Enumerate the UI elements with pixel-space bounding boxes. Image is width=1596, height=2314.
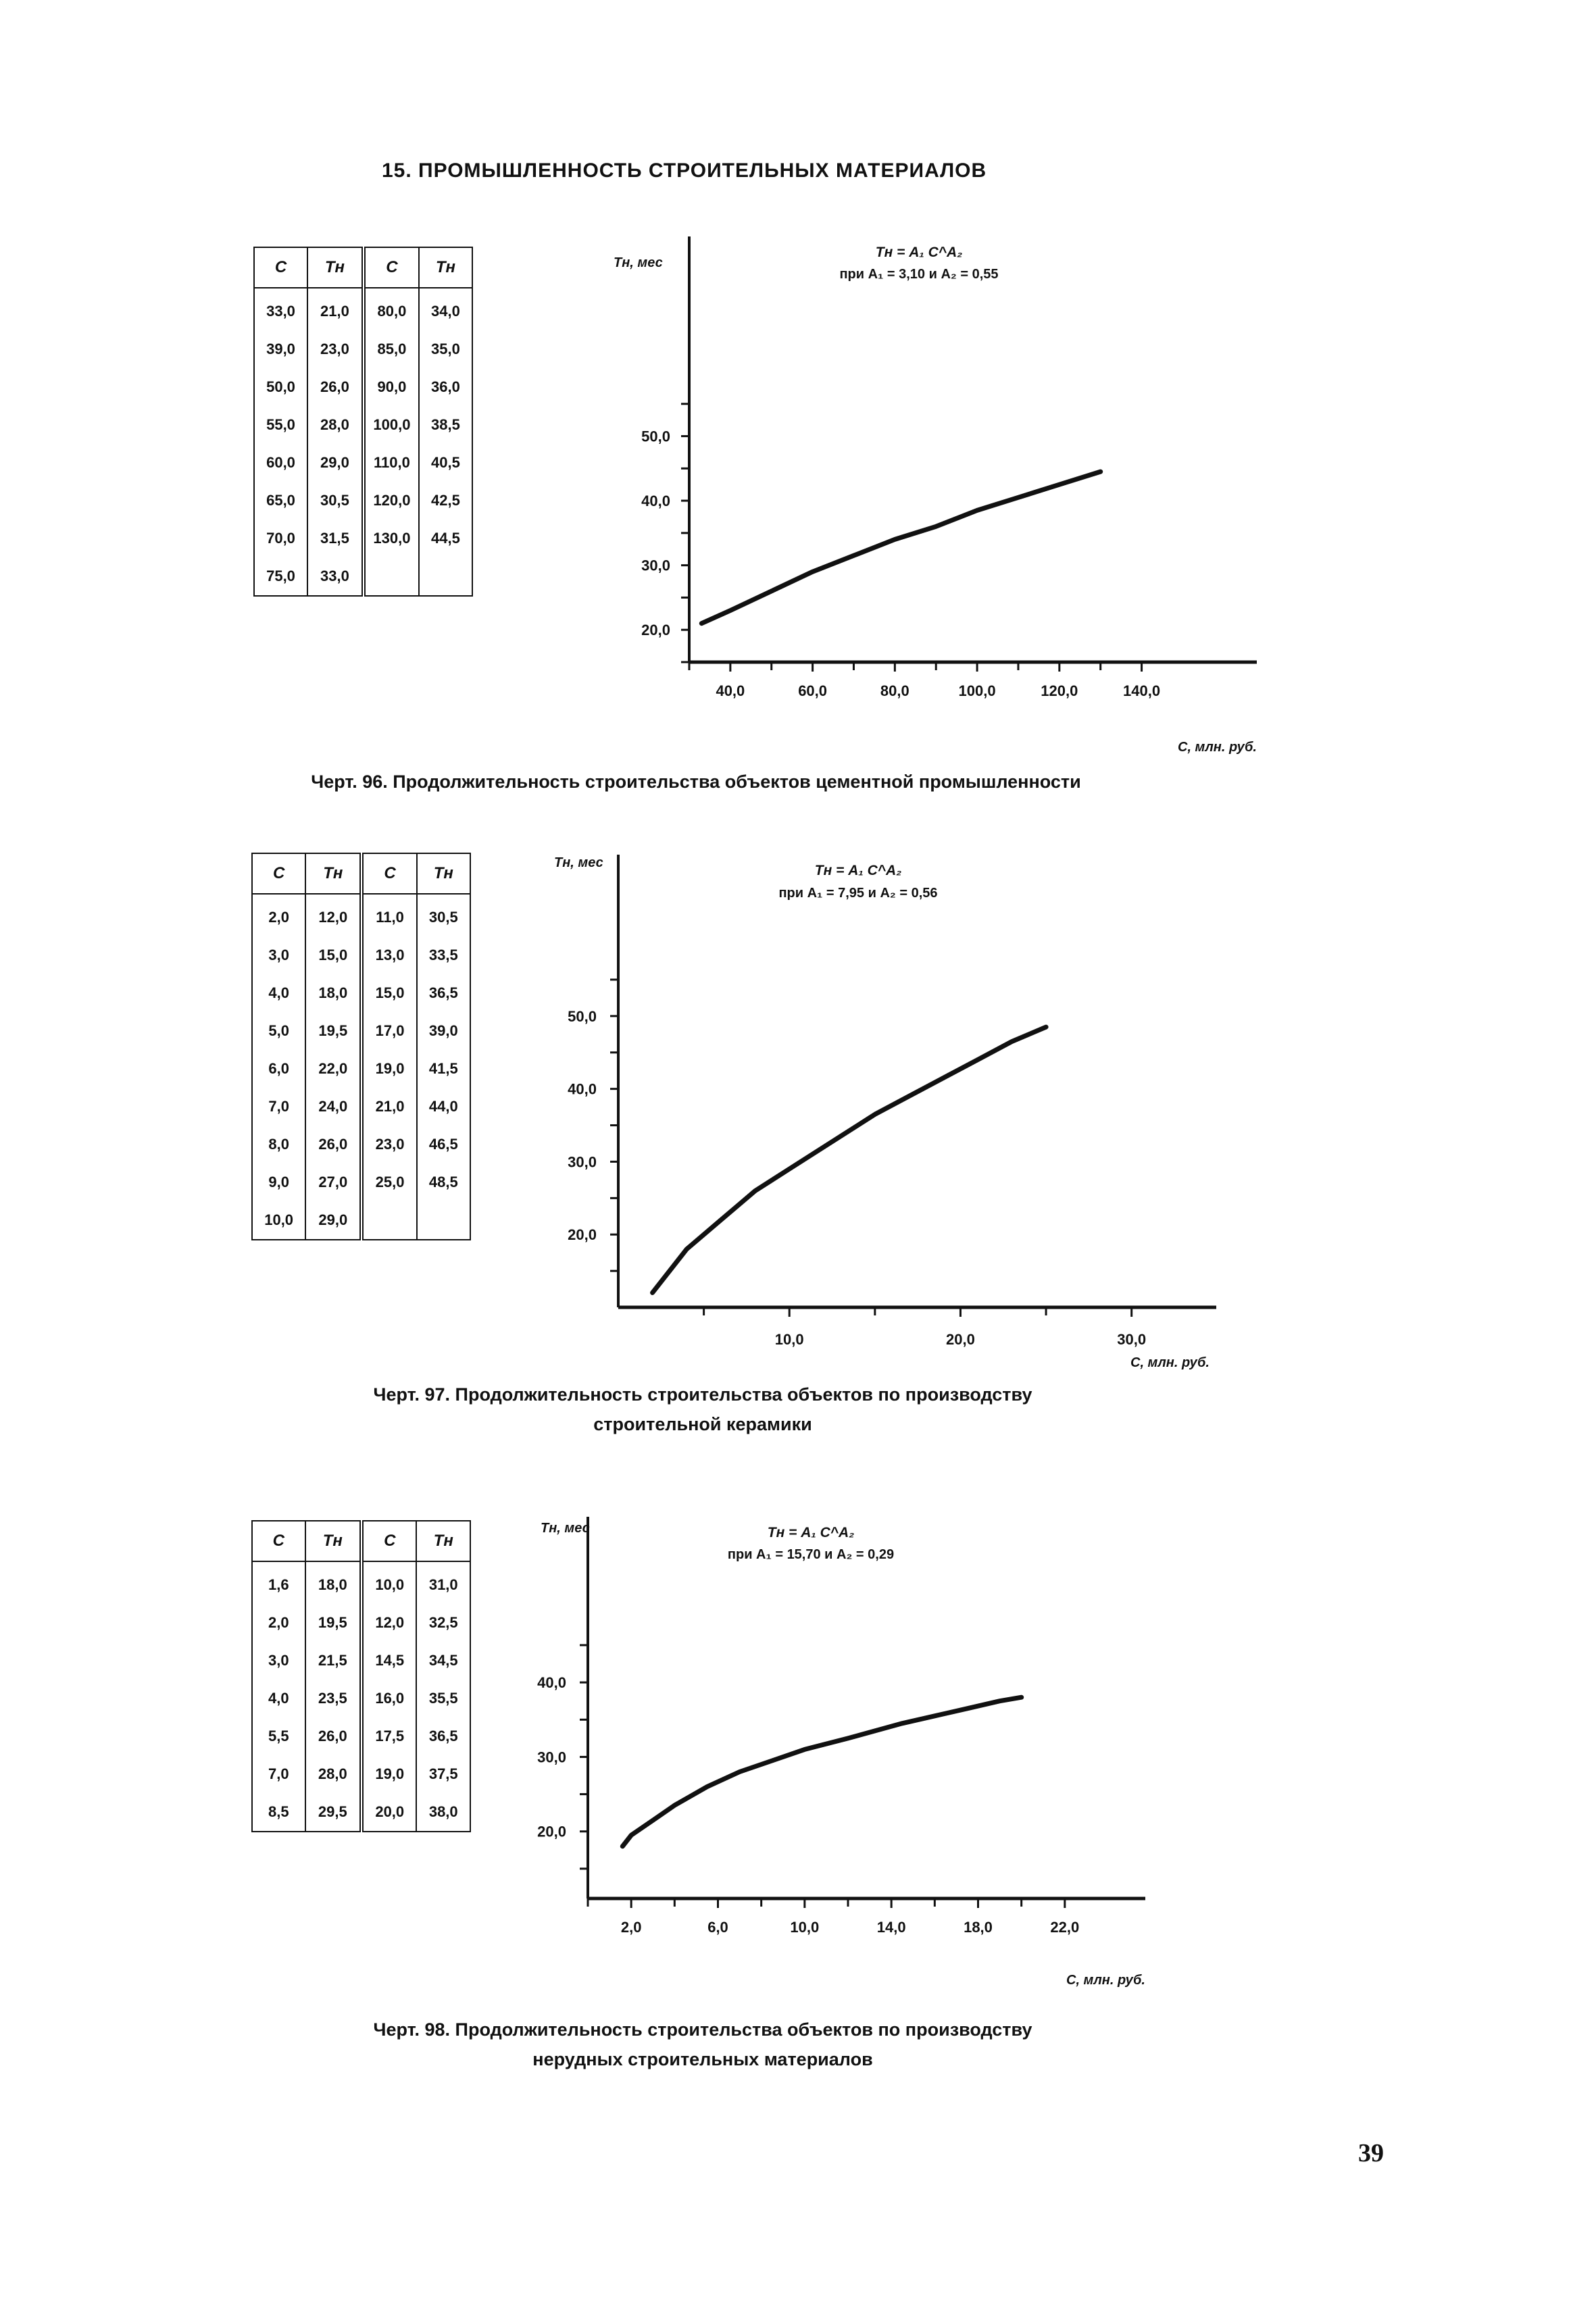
table-cell: 18,0 bbox=[305, 1561, 361, 1604]
table-cell: 26,0 bbox=[307, 368, 364, 406]
table-cell: 29,0 bbox=[307, 444, 364, 482]
table-cell: 19,0 bbox=[361, 1050, 416, 1088]
table-cell: 18,0 bbox=[305, 974, 361, 1012]
data-table-98 bbox=[251, 1520, 471, 1832]
table-cell: 39,0 bbox=[417, 1012, 470, 1050]
table-cell bbox=[361, 1201, 416, 1240]
x-tick-label: 120,0 bbox=[1041, 682, 1078, 699]
y-tick-label: 50,0 bbox=[568, 1007, 597, 1025]
x-tick-label: 60,0 bbox=[798, 682, 828, 699]
chart-97 bbox=[527, 848, 1223, 1375]
table-header-3: Tн bbox=[419, 247, 472, 288]
y-tick-label: 50,0 bbox=[641, 428, 670, 445]
caption-line: нерудных строительных материалов bbox=[532, 2049, 873, 2069]
table-cell: 8,5 bbox=[252, 1793, 305, 1832]
x-axis-label: C, млн. руб. bbox=[1130, 1355, 1210, 1370]
table-cell: 6,0 bbox=[252, 1050, 305, 1088]
table-cell: 3,0 bbox=[252, 1642, 305, 1680]
table-cell: 21,5 bbox=[305, 1642, 361, 1680]
formula-text: Tн = A₁ C^A₂ bbox=[814, 863, 902, 878]
table-cell: 38,5 bbox=[419, 406, 472, 444]
y-tick-label: 40,0 bbox=[568, 1080, 597, 1098]
table-cell: 3,0 bbox=[252, 936, 305, 974]
table-header-1: Tн bbox=[307, 247, 364, 288]
table-row bbox=[252, 1012, 470, 1050]
table-row bbox=[252, 936, 470, 974]
table-cell: 15,0 bbox=[305, 936, 361, 974]
x-tick-label: 6,0 bbox=[707, 1919, 728, 1936]
table-cell: 19,5 bbox=[305, 1012, 361, 1050]
table-header-3: Tн bbox=[416, 1521, 470, 1561]
table-cell: 33,0 bbox=[254, 288, 307, 330]
caption-line: Черт. 97. Продолжительность строительства объектов по производству bbox=[373, 1384, 1032, 1405]
y-tick-label: 30,0 bbox=[641, 557, 670, 574]
table-cell: 35,5 bbox=[416, 1680, 470, 1717]
series-line bbox=[701, 472, 1100, 624]
table-row bbox=[254, 444, 472, 482]
series-line bbox=[622, 1697, 1021, 1846]
y-axis-label: Tн, мес bbox=[554, 855, 603, 870]
table-cell: 23,0 bbox=[361, 1126, 416, 1163]
table-cell: 100,0 bbox=[364, 406, 419, 444]
table-cell: 37,5 bbox=[416, 1755, 470, 1793]
table-header-0: C bbox=[252, 1521, 305, 1561]
table-cell: 29,5 bbox=[305, 1793, 361, 1832]
table-cell: 30,5 bbox=[417, 894, 470, 936]
formula-text: Tн = A₁ C^A₂ bbox=[875, 245, 963, 260]
x-tick-label: 18,0 bbox=[964, 1919, 993, 1936]
table-cell: 2,0 bbox=[252, 894, 305, 936]
table-row bbox=[252, 1604, 470, 1642]
chart-96 bbox=[595, 230, 1270, 763]
table-cell bbox=[364, 557, 419, 596]
table-header-1: Tн bbox=[305, 853, 361, 894]
table-cell: 21,0 bbox=[361, 1088, 416, 1126]
table-cell: 19,0 bbox=[361, 1755, 416, 1793]
table-cell: 9,0 bbox=[252, 1163, 305, 1201]
x-tick-label: 2,0 bbox=[620, 1919, 642, 1936]
table-row bbox=[254, 330, 472, 368]
table-cell: 25,0 bbox=[361, 1163, 416, 1201]
y-axis-label: Tн, мес bbox=[541, 1521, 590, 1536]
table-cell: 7,0 bbox=[252, 1088, 305, 1126]
table-row bbox=[252, 1561, 470, 1604]
x-tick-label: 20,0 bbox=[946, 1331, 975, 1348]
table-cell: 85,0 bbox=[364, 330, 419, 368]
table-header-3: Tн bbox=[417, 853, 470, 894]
table-cell: 75,0 bbox=[254, 557, 307, 596]
table-cell: 38,0 bbox=[416, 1793, 470, 1832]
table-cell: 15,0 bbox=[361, 974, 416, 1012]
table-cell: 8,0 bbox=[252, 1126, 305, 1163]
table-cell: 29,0 bbox=[305, 1201, 361, 1240]
chart-98 bbox=[500, 1510, 1162, 2030]
table-cell: 28,0 bbox=[307, 406, 364, 444]
table-row bbox=[252, 1642, 470, 1680]
table-header-1: Tн bbox=[305, 1521, 361, 1561]
table-cell: 1,6 bbox=[252, 1561, 305, 1604]
params-text: при A₁ = 3,10 и A₂ = 0,55 bbox=[839, 267, 999, 282]
data-table-97 bbox=[251, 853, 471, 1240]
x-tick-label: 80,0 bbox=[880, 682, 909, 699]
table-header-2: C bbox=[364, 247, 419, 288]
table-cell: 27,0 bbox=[305, 1163, 361, 1201]
caption-line: Черт. 96. Продолжительность строительства объектов цементной промышленности bbox=[311, 772, 1081, 792]
caption-97 bbox=[230, 1380, 1176, 1439]
table-cell: 120,0 bbox=[364, 482, 419, 520]
table-cell: 42,5 bbox=[419, 482, 472, 520]
y-tick-label: 40,0 bbox=[537, 1674, 566, 1692]
table-header-0: C bbox=[254, 247, 307, 288]
table-cell: 26,0 bbox=[305, 1717, 361, 1755]
params-text: при A₁ = 7,95 и A₂ = 0,56 bbox=[778, 886, 938, 901]
data-table-96 bbox=[253, 247, 473, 597]
table-cell: 13,0 bbox=[361, 936, 416, 974]
table-cell: 22,0 bbox=[305, 1050, 361, 1088]
table-cell: 40,5 bbox=[419, 444, 472, 482]
table-cell: 4,0 bbox=[252, 1680, 305, 1717]
section-title: 15. ПРОМЫШЛЕННОСТЬ СТРОИТЕЛЬНЫХ МАТЕРИАЛОВ bbox=[382, 159, 987, 182]
table-cell: 31,5 bbox=[307, 520, 364, 557]
table-cell: 60,0 bbox=[254, 444, 307, 482]
table-row bbox=[252, 1680, 470, 1717]
x-tick-label: 100,0 bbox=[958, 682, 996, 699]
table-row bbox=[254, 520, 472, 557]
table-cell: 80,0 bbox=[364, 288, 419, 330]
table-row bbox=[252, 1793, 470, 1832]
table-row bbox=[252, 1163, 470, 1201]
table-row bbox=[252, 1126, 470, 1163]
y-axis-label: Tн, мес bbox=[614, 255, 663, 270]
y-tick-label: 30,0 bbox=[537, 1749, 566, 1766]
table-cell: 48,5 bbox=[417, 1163, 470, 1201]
table-cell: 16,0 bbox=[361, 1680, 416, 1717]
table-cell: 24,0 bbox=[305, 1088, 361, 1126]
table-cell: 10,0 bbox=[252, 1201, 305, 1240]
page-number: 39 bbox=[1358, 2139, 1384, 2167]
table-cell: 17,5 bbox=[361, 1717, 416, 1755]
x-tick-label: 10,0 bbox=[790, 1919, 820, 1936]
table-cell: 44,0 bbox=[417, 1088, 470, 1126]
x-tick-label: 30,0 bbox=[1117, 1331, 1147, 1348]
table-cell: 36,5 bbox=[417, 974, 470, 1012]
table-cell: 14,5 bbox=[361, 1642, 416, 1680]
table-cell: 11,0 bbox=[361, 894, 416, 936]
table-cell: 110,0 bbox=[364, 444, 419, 482]
table-row bbox=[252, 1050, 470, 1088]
y-tick-label: 30,0 bbox=[568, 1153, 597, 1171]
table-cell: 65,0 bbox=[254, 482, 307, 520]
y-tick-label: 20,0 bbox=[568, 1226, 597, 1244]
table-cell: 23,0 bbox=[307, 330, 364, 368]
caption-line: строительной керамики bbox=[593, 1414, 812, 1434]
table-cell: 21,0 bbox=[307, 288, 364, 330]
table-row bbox=[252, 1717, 470, 1755]
x-tick-label: 140,0 bbox=[1123, 682, 1161, 699]
table-cell: 5,5 bbox=[252, 1717, 305, 1755]
table-cell: 4,0 bbox=[252, 974, 305, 1012]
table-cell: 7,0 bbox=[252, 1755, 305, 1793]
table-row bbox=[254, 557, 472, 596]
table-cell: 35,0 bbox=[419, 330, 472, 368]
x-tick-label: 22,0 bbox=[1050, 1919, 1080, 1936]
table-row bbox=[254, 482, 472, 520]
caption-line: Черт. 98. Продолжительность строительства объектов по производству bbox=[373, 2019, 1032, 2040]
table-cell: 30,5 bbox=[307, 482, 364, 520]
table-row bbox=[254, 368, 472, 406]
table-cell: 44,5 bbox=[419, 520, 472, 557]
table-cell: 28,0 bbox=[305, 1755, 361, 1793]
table-cell bbox=[417, 1201, 470, 1240]
table-header-0: C bbox=[252, 853, 305, 894]
table-cell: 10,0 bbox=[361, 1561, 416, 1604]
y-tick-label: 20,0 bbox=[641, 622, 670, 639]
table-cell: 36,5 bbox=[416, 1717, 470, 1755]
x-axis-label: C, млн. руб. bbox=[1178, 740, 1257, 755]
table-cell: 17,0 bbox=[361, 1012, 416, 1050]
table-header-2: C bbox=[361, 1521, 416, 1561]
table-cell: 50,0 bbox=[254, 368, 307, 406]
table-row bbox=[254, 288, 472, 330]
formula-text: Tн = A₁ C^A₂ bbox=[767, 1525, 855, 1540]
caption-96 bbox=[216, 767, 1176, 797]
y-tick-label: 40,0 bbox=[641, 493, 670, 510]
table-row bbox=[252, 894, 470, 936]
params-text: при A₁ = 15,70 и A₂ = 0,29 bbox=[727, 1547, 895, 1562]
table-row bbox=[252, 974, 470, 1012]
table-cell: 55,0 bbox=[254, 406, 307, 444]
table-cell: 12,0 bbox=[361, 1604, 416, 1642]
table-cell: 46,5 bbox=[417, 1126, 470, 1163]
table-cell: 20,0 bbox=[361, 1793, 416, 1832]
x-tick-label: 10,0 bbox=[774, 1331, 804, 1348]
x-tick-label: 40,0 bbox=[716, 682, 745, 699]
table-cell: 32,5 bbox=[416, 1604, 470, 1642]
table-row bbox=[252, 1088, 470, 1126]
table-cell: 41,5 bbox=[417, 1050, 470, 1088]
table-row bbox=[252, 1201, 470, 1240]
table-header-2: C bbox=[361, 853, 416, 894]
table-cell: 31,0 bbox=[416, 1561, 470, 1604]
table-cell: 12,0 bbox=[305, 894, 361, 936]
table-cell: 5,0 bbox=[252, 1012, 305, 1050]
x-axis-label: C, млн. руб. bbox=[1066, 1973, 1145, 1988]
table-cell: 34,5 bbox=[416, 1642, 470, 1680]
table-cell: 90,0 bbox=[364, 368, 419, 406]
table-cell: 130,0 bbox=[364, 520, 419, 557]
table-cell bbox=[419, 557, 472, 596]
table-cell: 39,0 bbox=[254, 330, 307, 368]
table-row bbox=[254, 406, 472, 444]
table-row bbox=[252, 1755, 470, 1793]
table-cell: 23,5 bbox=[305, 1680, 361, 1717]
table-cell: 34,0 bbox=[419, 288, 472, 330]
table-cell: 26,0 bbox=[305, 1126, 361, 1163]
table-cell: 36,0 bbox=[419, 368, 472, 406]
table-cell: 33,5 bbox=[417, 936, 470, 974]
series-line bbox=[653, 1027, 1047, 1292]
y-tick-label: 20,0 bbox=[537, 1823, 566, 1840]
x-tick-label: 14,0 bbox=[876, 1919, 906, 1936]
table-cell: 19,5 bbox=[305, 1604, 361, 1642]
table-cell: 70,0 bbox=[254, 520, 307, 557]
caption-98 bbox=[230, 2015, 1176, 2074]
table-cell: 33,0 bbox=[307, 557, 364, 596]
table-cell: 2,0 bbox=[252, 1604, 305, 1642]
